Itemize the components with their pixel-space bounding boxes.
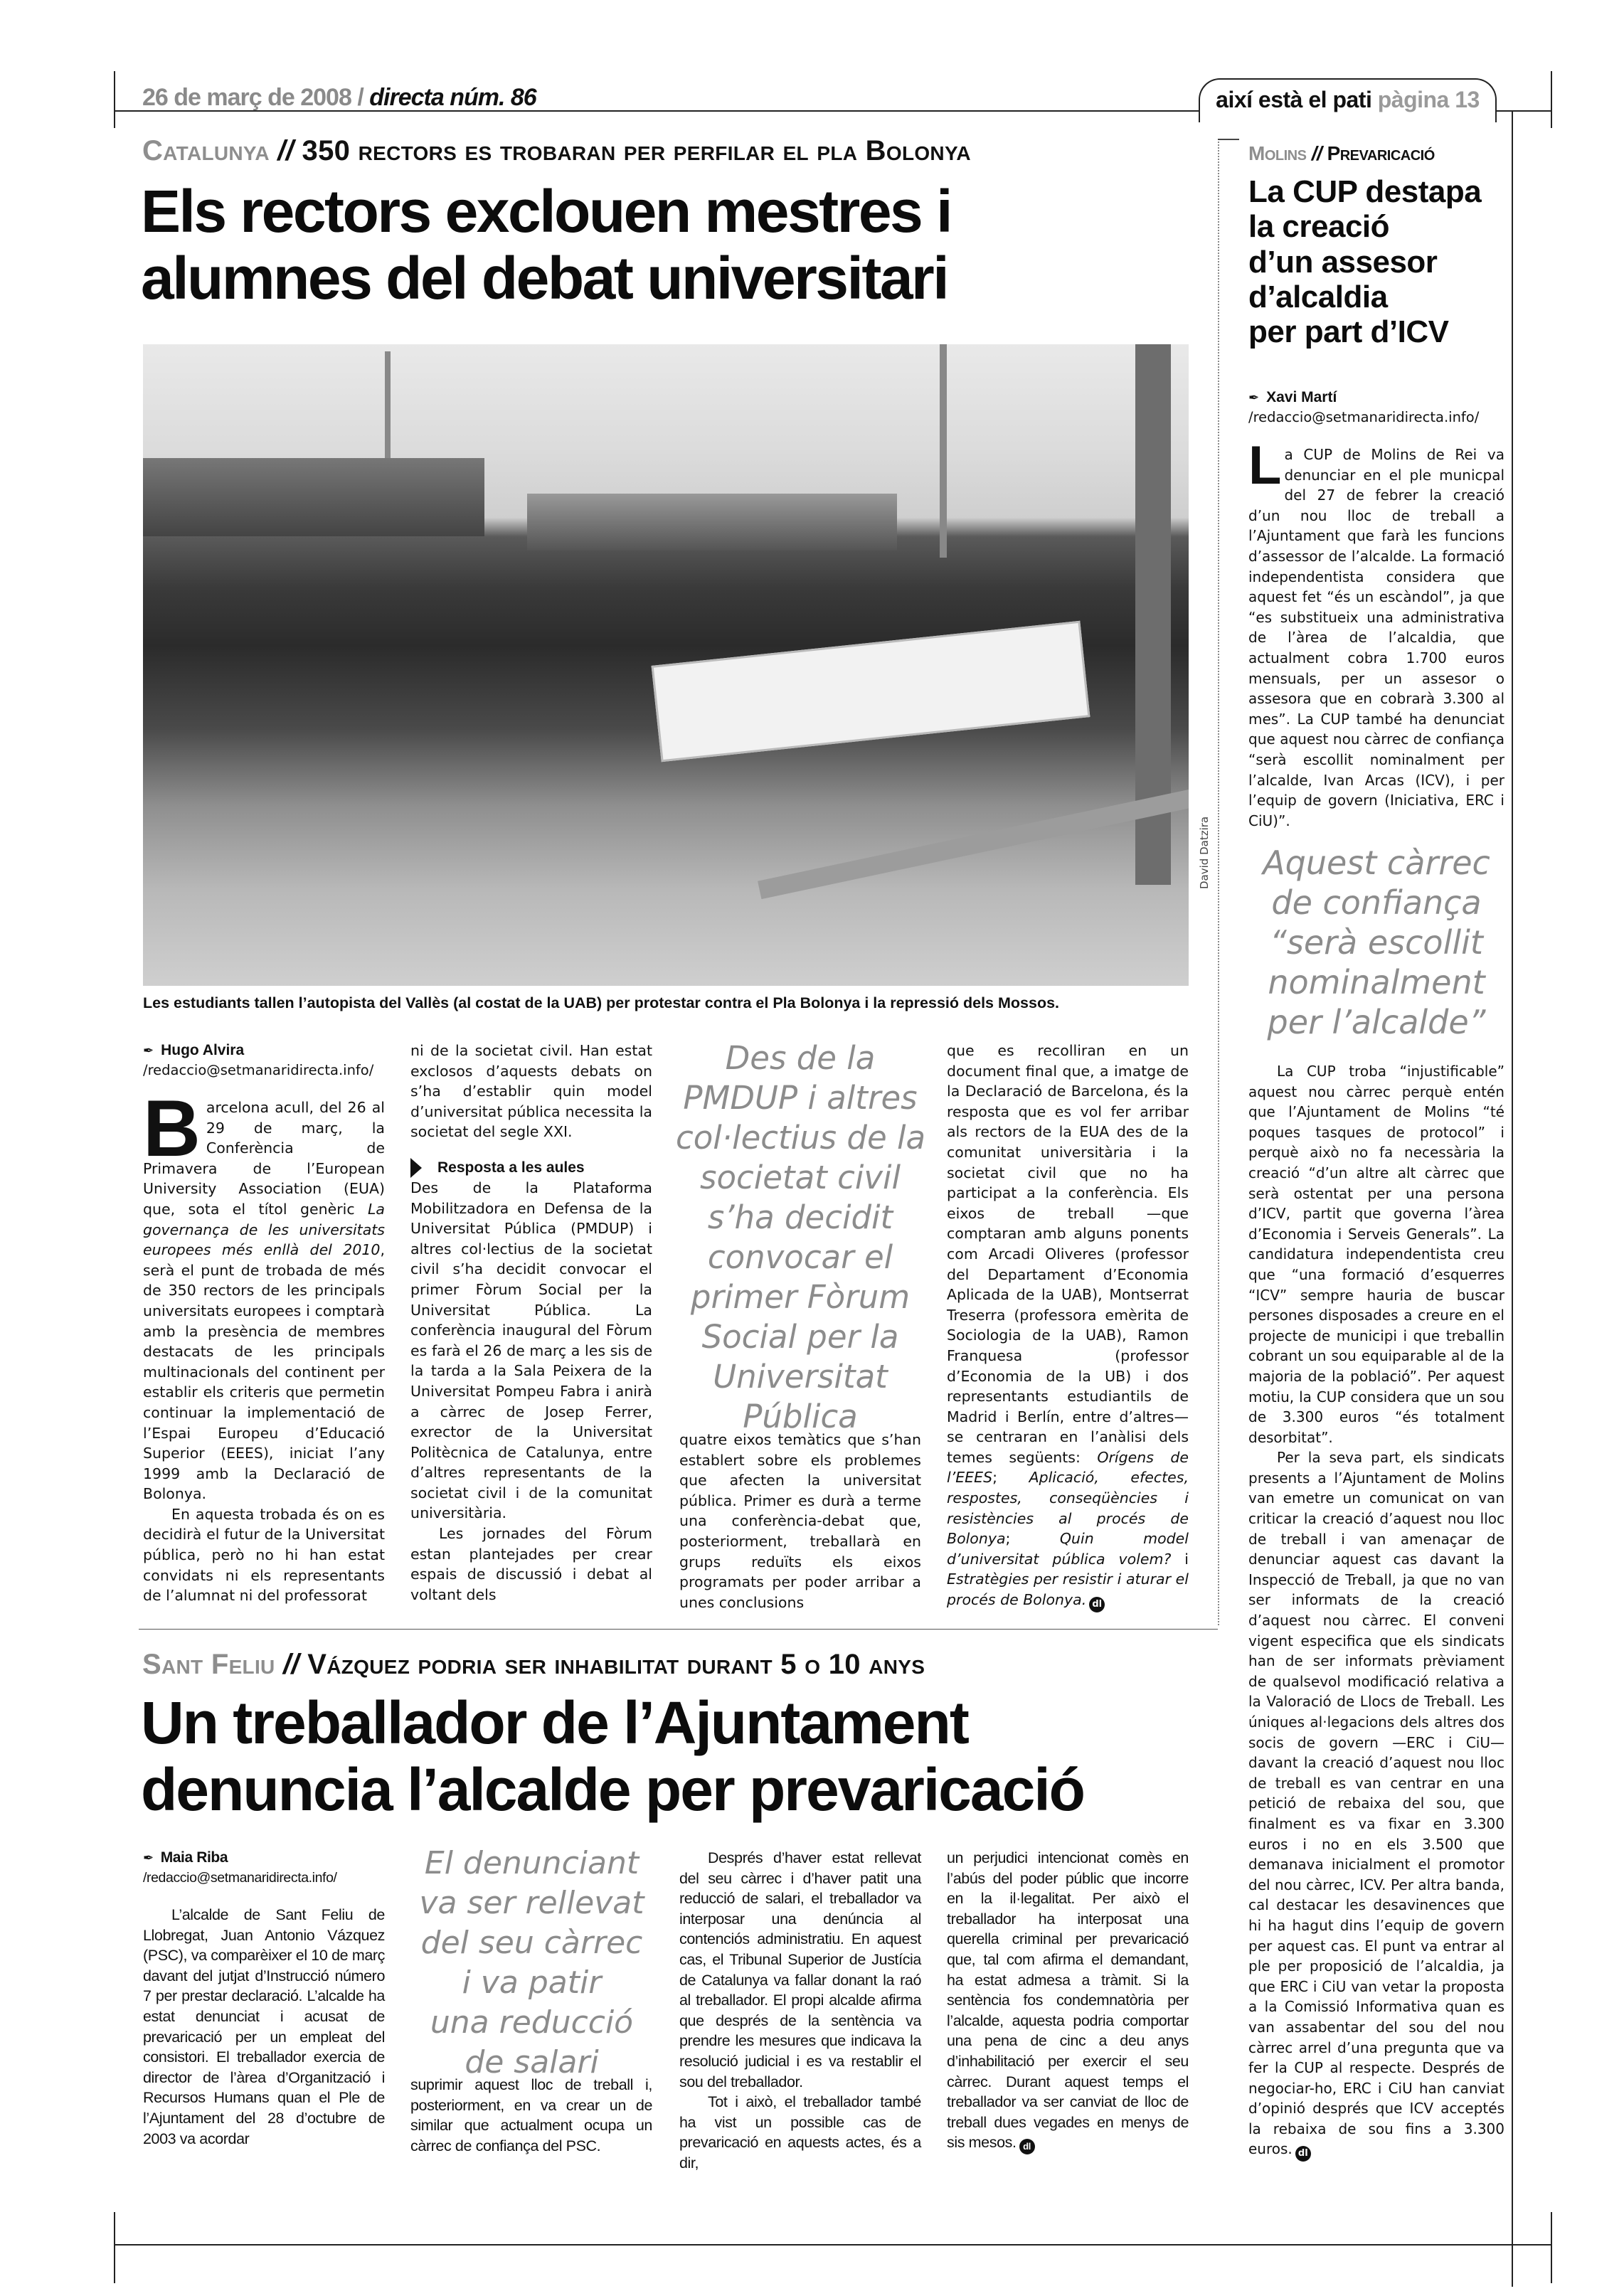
article-text xyxy=(143,1905,385,2149)
guard-rail xyxy=(758,790,1189,899)
paragraph: Des de la Plataforma Mobilitzadora en Defensa de la Universitat Pública (PMDUP) i altres col·lectius de la societat civil s’ha decidit convocar el primer Fòrum Social per la Universitat Pública. La conferència inaugural del Fòrum es farà el 26 de març a les sis de la tarda a la Sala Peixera de la Universitat Pompeu Fabra i anirà a càrrec de Josep Ferrer, exrector de la Universitat Politècnica de Catalunya, entre d’altres representants de la societat civil i de la comunitat universitària. xyxy=(410,1179,652,1522)
italic-title: Aplicació, efectes, respostes, conseqüències i resistències al procés de Bolonya xyxy=(947,1469,1189,1548)
italic-title: Estratègies per resistir i aturar el procés de Bolonya. xyxy=(947,1570,1189,1609)
pull-quote xyxy=(1241,843,1512,1042)
italic-title: Quin model d’universitat pública volem? xyxy=(947,1530,1189,1568)
article-column xyxy=(679,1848,921,2174)
author-name: Hugo Alvira xyxy=(161,1042,245,1058)
arrow-icon xyxy=(410,1158,422,1178)
paragraph: L’alcalde de Sant Feliu de Llobregat, Juan Antonio Vázquez (PSC), va comparèixer el 10 de març davant del jutjat d’Instrucció número 7 per prestar declaració. L’alcalde ha estat denunciat i acusat de prevaricació per un empleat del consistori. El treballador exercia de director de l’àrea d’Organització i Recursos Humans quan el Ple de l’Ajuntament del 28 d’octubre de 2003 va acordar xyxy=(143,1906,385,2147)
text-line: convocar el xyxy=(707,1238,893,1276)
text-line: El denunciant xyxy=(424,1845,639,1881)
text-line: del seu càrrec xyxy=(420,1925,643,1961)
crop-mark xyxy=(1551,2212,1552,2283)
kicker-section: Sant Feliu xyxy=(142,1649,275,1680)
author-name: Maia Riba xyxy=(160,1849,228,1866)
directa-end-logo-icon: dl xyxy=(1295,2146,1311,2162)
article-text xyxy=(1248,435,1504,831)
headline-line: denuncia l’alcalde per prevaricació xyxy=(141,1756,1084,1824)
text-line: d’un assesor xyxy=(1248,244,1438,280)
column-divider-tick xyxy=(1218,139,1239,140)
text-line: La CUP destapa xyxy=(1248,174,1482,209)
text-line: societat civil xyxy=(700,1159,901,1196)
article-column xyxy=(143,1041,385,1606)
paragraph: Després d’haver estat rellevat del seu càrrec i d’haver patit una reducció de salari, el treballador va interposar una denúncia al contenciós administratiu. En aquest cas, el Tribunal Superior de Justícia de Catalunya va fallar donant la raó al treballador. El propi alcalde afirma que després de la sentència va prendre les mesures que indicava la resolució judicial i es va restablir el sou del treballador. xyxy=(679,1849,921,2090)
paragraph: quatre eixos temàtics que s’han establert sobre els problemes que afecten la universitat pública. Primer es durà a terme una conferència-debat que, posteriorment, treballarà en grups reduïts els eixos programats per poder arribar a unes conclusions xyxy=(679,1431,921,1611)
article-headline xyxy=(141,178,951,312)
kicker-separator: // xyxy=(277,135,294,166)
author-email: /redaccio@setmanaridirecta.info/ xyxy=(143,1870,337,1886)
text-line: PMDUP i altres xyxy=(683,1079,918,1117)
photo-credit: David Datzira xyxy=(1198,816,1211,889)
text-line: col·lectius de la xyxy=(676,1119,926,1157)
byline xyxy=(1248,388,1504,408)
text-line: Pública xyxy=(743,1398,858,1435)
article-column xyxy=(947,1848,1189,2154)
crop-mark xyxy=(114,2212,115,2283)
paragraph: En aquesta trobada és on es decidirà el futur de la Universitat pública, però no hi han estat convidats ni els representants de l’alumnat ni del professorat xyxy=(143,1505,385,1605)
article-column xyxy=(410,2075,652,2156)
drop-cap: B xyxy=(143,1084,201,1173)
article-column xyxy=(143,1848,385,2149)
directa-end-logo-icon: dl xyxy=(1019,2139,1035,2154)
paragraph: Les jornades del Fòrum estan plantejades per crear espais de discussió i debat al voltant dels xyxy=(410,1525,652,1603)
paragraph: que es recolliran en un document final que, a imatge de la Declaració de Barcelona, és la resposta que es vol fer arribar als rectors de la EUA des de la comunitat universitària i la societat civil que no ha participat a la conferència. Els eixos de treball —que comptaran amb alguns ponents com Arcadi Oliveres (professor del Departament d’Economia Aplicada de la UAB), Montserrat Treserra (professora emèrita de Sociologia de la UAB), Ramon Franquesa (professor d’Economia de la UB) i dos representants estudiantils de Madrid i Berlín, entre d’altres— se centraran en l’anàlisi dels temes següents: Orígens de l’EEES; Aplicació, efectes, respostes, conseqüències i resistències al procés de Bolonya; Quin model d’universitat pública volem? i Estratègies per resistir i aturar el procés de Bolonya. dl xyxy=(947,1041,1189,1612)
section-tab xyxy=(1199,78,1497,122)
byline xyxy=(143,1848,385,1868)
article-kicker xyxy=(142,1649,925,1681)
article-column xyxy=(1248,388,1504,831)
sidebar-rule xyxy=(1512,110,1513,2287)
kicker-separator: // xyxy=(1311,142,1322,164)
text-line: de confiança xyxy=(1271,883,1482,922)
page-number: pàgina 13 xyxy=(1377,87,1480,112)
directa-end-logo-icon: dl xyxy=(1089,1597,1105,1612)
text-line: per part d’ICV xyxy=(1248,314,1449,350)
text-line: s’ha decidit xyxy=(707,1199,893,1236)
subheading-text: Resposta a les aules xyxy=(437,1159,585,1176)
article-column xyxy=(1248,1061,1504,2162)
article-headline xyxy=(1248,174,1481,349)
publication-issue: directa núm. 86 xyxy=(369,84,536,111)
drop-cap: L xyxy=(1248,435,1282,496)
article-column xyxy=(410,1041,652,1605)
kicker-separator: // xyxy=(282,1649,299,1680)
text-line: Des de la xyxy=(725,1039,876,1077)
crop-mark xyxy=(1551,71,1552,128)
protest-photo xyxy=(143,344,1189,986)
paragraph: suprimir aquest lloc de treball i, posteriorment, en va crear un de similar que actualment ocupa un càrrec de confiança del PSC. xyxy=(410,2076,652,2154)
footer-rule xyxy=(114,2244,1552,2245)
pen-icon: ✒ xyxy=(143,1043,154,1058)
article-text xyxy=(679,1848,921,2174)
kicker-topic: Prevaricació xyxy=(1327,142,1435,164)
kicker-topic: Vázquez podria ser inhabilitat durant 5 o 10 anys xyxy=(307,1649,925,1680)
issue-date: 26 de març de 2008 xyxy=(142,84,351,111)
paragraph: Barcelona acull, del 26 al 29 de març, la Conferència de Primavera de l’European University Association (EUA) que, sota el títol genèric La governança de les universitats europees més enllà del 2010, serà el punt de trobada de més de 350 rectors de les principals universitats europees i comptarà amb la presència de membres destacats de les principals multinacionals del continent per establir els criteris que permetin continuar la implementació de l’Espai Europeu d’Educació Superior (EEES), iniciat l’any 1999 amb la Declaració de Bolonya. xyxy=(143,1084,385,1503)
italic-title: Orígens de l’EEES xyxy=(947,1448,1189,1487)
subheading xyxy=(410,1158,652,1178)
issue-separator: / xyxy=(357,84,363,111)
text-line: va ser rellevat xyxy=(419,1885,644,1921)
article-text xyxy=(947,1041,1189,1612)
issue-info xyxy=(142,84,536,112)
paragraph: un perjudici intencionat comès en l’abús del poder públic que incorre en la il·legalitat. Per això el treballador ha interposat una querella criminal per prevaricació que, tal com afirma el demandant, ha estat admesa a tràmit. Si la sentència fos condemnatòria per l’alcalde, aquesta podria comportar una pena de cinc a deu anys d’inhabilitació per exercir el seu càrrec. Durant aquest temps el treballador va ser canviat de lloc de treball dues vegades en menys de sis mesos. dl xyxy=(947,1848,1189,2154)
paragraph: ni de la societat civil. Han estat exclosos d’aquests debats on s’ha d’establir quin model d’universitat pública necessita la societat del segle XXI. xyxy=(410,1042,652,1141)
pull-quote xyxy=(405,1844,658,2083)
text-line: de salari xyxy=(465,2044,599,2080)
pen-icon: ✒ xyxy=(143,1851,154,1865)
article-kicker xyxy=(1248,142,1435,165)
text-line: i va patir xyxy=(462,1965,602,2001)
headline-line: Els rectors exclouen mestres i xyxy=(141,178,951,245)
article-column xyxy=(947,1041,1189,1612)
kicker-section: Catalunya xyxy=(142,135,270,166)
paragraph: La CUP troba “injustificable” aquest nou càrrec perquè entén que l’Ajuntament de Molins “té poques tasques de protocol” i perquè això no fa necessària la creació “d’un altre alt càrrec que serà ostentat per una persona d’ICV, partit que governa l’àrea d’Economia i Serveis Generals”. La candidatura independentista creu que “una formació d’esquerres “ICV” sempre hauria de buscar persones disposades a creure en el projecte de municipi i que treballin cobrant un sou equiparable al de la majoria de la població”. Per aquest motiu, la CUP considera que un sou de 3.300 euros “és totalment desorbitat”. xyxy=(1248,1063,1504,1446)
article-kicker xyxy=(142,135,971,167)
author-email: /redaccio@setmanaridirecta.info/ xyxy=(143,1062,374,1078)
pen-icon: ✒ xyxy=(1248,390,1260,405)
column-divider xyxy=(1218,139,1219,1625)
text-line: Universitat xyxy=(713,1358,888,1396)
kicker-section: Molins xyxy=(1248,142,1307,164)
article-separator xyxy=(139,1629,1218,1630)
article-text xyxy=(679,1430,921,1612)
section-name: així està el pati xyxy=(1216,87,1372,112)
text-line: la creació xyxy=(1248,209,1390,245)
article-text xyxy=(410,1041,652,1142)
byline xyxy=(143,1041,385,1061)
article-text xyxy=(947,1848,1189,2154)
author-name: Xavi Martí xyxy=(1266,389,1337,405)
article-text xyxy=(410,2075,652,2156)
photo-caption: Les estudiants tallen l’autopista del Vallès (al costat de la UAB) per protestar contra el Pla Bolonya i la repressió dels Mossos. xyxy=(143,994,1060,1011)
street-lamp xyxy=(940,344,947,558)
headline-line: alumnes del debat universitari xyxy=(141,245,948,312)
text-line: nominalment xyxy=(1268,963,1485,1001)
text-line: per l’alcalde” xyxy=(1267,1003,1486,1041)
kicker-topic: 350 rectors es trobaran per perfilar el pla Bolonya xyxy=(302,135,971,166)
text-line: Aquest càrrec xyxy=(1263,844,1490,882)
pull-quote xyxy=(676,1038,925,1437)
text-line: d’alcaldia xyxy=(1248,279,1388,314)
paragraph: Per la seva part, els sindicats presents a l’Ajuntament de Molins van emetre un comunicat on van criticar la creació d’aquest nou lloc de treball i van amenaçar de denunciar aquest cas davant la Inspecció de Treball, ja que no van ser informats de la creació d’aquest nou càrrec. El conveni vigent especifica que els sindicats han de ser informats prèviament de qualsevol modificació relativa a la Valoració de Llocs de Treball. Les úniques al·legacions dels altres dos socis de govern —ERC i CiU— davant la creació d’aquest nou lloc de treball es van centrar en una petició de rebaixa del sou, que finalment es va fixar en 3.300 euros i no en els 3.500 que demanava inicialment el promotor del nou càrrec, ICV. Per altra banda, cal destacar les desavinences que hi ha hagut dins l’equip de govern per aquest cas. El punt va entrar al ple per proposició de l’alcaldia, ja que ERC i CiU van vetar la proposta a la Comissió Informativa quan es van assabentar del sou del nou càrrec arrel d’una pregunta que va fer la CUP al respecte. Després de negociar-ho, ERC i CiU han canviat d’opinió després que ICV acceptés la rebaixa de sou fins a 3.300 euros. dl xyxy=(1248,1447,1504,2162)
article-text xyxy=(410,1178,652,1605)
article-headline xyxy=(141,1689,1084,1823)
text-line: una reducció xyxy=(430,2004,634,2041)
truck xyxy=(527,494,897,551)
article-text xyxy=(1248,1061,1504,2162)
italic-title: La governança de les universitats europees més enllà del 2010 xyxy=(143,1200,385,1259)
paragraph: La CUP de Molins de Rei va denunciar en el ple municpal del 27 de febrer la creació d’un nou lloc de treball a l’Ajuntament que farà les funcions d’assessor de l’alcalde. La formació independentista considera que aquest fet “és un escàndol”, ja que “es substitueix una administrativa de l’àrea de l’alcaldia, que actualment cobra 1.700 euros mensuals, per un assesor o assesora que en cobrarà 3.300 al mes”. La CUP també ha denunciat que aquest nou càrrec de confiança “serà escollit nominalment per l’alcalde, Ivan Arcas (ICV), i per l’equip de govern (Iniciativa, ERC i CiU)”. xyxy=(1248,435,1504,829)
text-line: “serà escollit xyxy=(1270,923,1483,962)
text-line: primer Fòrum xyxy=(690,1278,911,1316)
truck xyxy=(143,458,484,536)
text-line: Social per la xyxy=(701,1318,899,1356)
article-column xyxy=(679,1430,921,1612)
author-email: /redaccio@setmanaridirecta.info/ xyxy=(1248,409,1480,425)
paragraph: Tot i això, el treballador també ha vist un possible cas de prevaricació en aquests actes, és a dir, xyxy=(679,2093,921,2172)
crop-mark xyxy=(114,71,115,128)
headline-line: Un treballador de l’Ajuntament xyxy=(141,1689,968,1756)
article-text xyxy=(143,1084,385,1606)
protest-banner xyxy=(652,621,1090,762)
